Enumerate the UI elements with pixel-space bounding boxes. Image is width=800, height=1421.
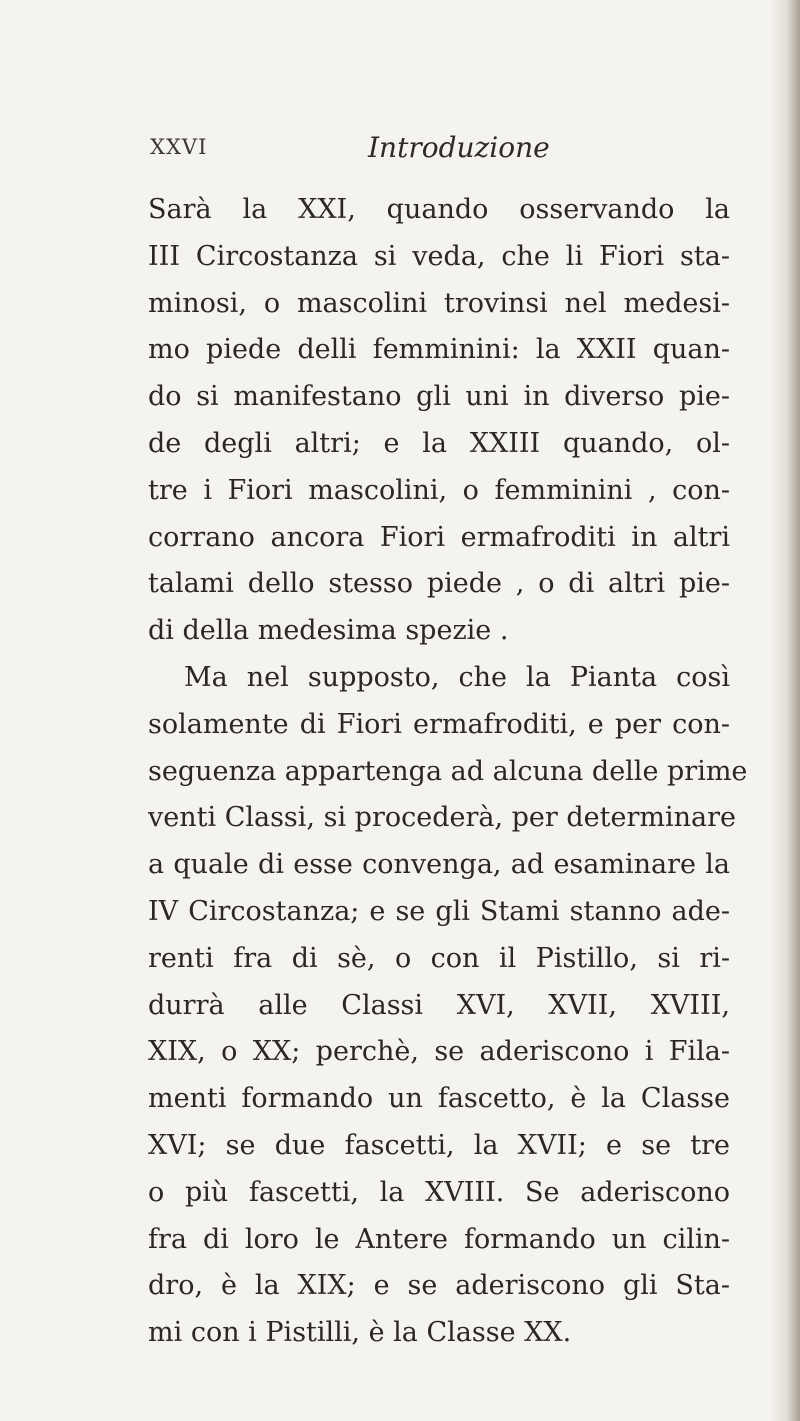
text-line: dro, è la XIX; e se aderiscono gli Sta-: [148, 1270, 730, 1302]
text-line: XVI; se due fascetti, la XVII; e se tre: [148, 1129, 730, 1161]
running-title: Introduzione: [368, 131, 550, 164]
text-line: Sarà la XXI, quando osservando la: [148, 194, 730, 225]
text-line: talami dello stesso piede , o di altri pie-: [148, 568, 730, 600]
text-line: do si manifestano gli uni in diverso pie-: [148, 381, 730, 413]
text-line: venti Classi, si procederà, per determinare: [148, 802, 737, 834]
text-line: III Circostanza si veda, che li Fiori sta-: [148, 240, 730, 272]
text-line: IV Circostanza; e se gli Stami stanno ade-: [148, 895, 730, 927]
text-line: mo piede delli femminini: la XXII quan-: [148, 334, 730, 366]
text-line: tre i Fiori mascolini, o femminini , con-: [148, 474, 730, 506]
text-line: de degli altri; e la XXIII quando, ol-: [148, 427, 730, 459]
text-line: mi con i Pistilli, è la Classe XX.: [148, 1317, 572, 1349]
text-line: minosi, o mascolini trovinsi nel medesi-: [148, 287, 730, 319]
text-line: o più fascetti, la XVIII. Se aderiscono: [148, 1176, 730, 1208]
text-line: menti formando un fascetto, è la Classe: [148, 1083, 730, 1115]
page-edge-shadow: [786, 0, 800, 1421]
body-text: [148, 187, 748, 1357]
text-line: a quale di esse convenga, ad esaminare la: [148, 849, 730, 881]
text-line: renti fra di sè, o con il Pistillo, si ri-: [148, 942, 730, 974]
text-line: di della medesima spezie .: [148, 615, 509, 647]
text-line: solamente di Fiori ermafroditi, e per con-: [148, 708, 730, 740]
text-line: XIX, o XX; perchè, se aderiscono i Fila-: [148, 1036, 730, 1068]
paragraph-start-line: Ma nel supposto, che la Pianta così: [184, 661, 730, 693]
text-line: fra di loro le Antere formando un cilin-: [148, 1223, 730, 1255]
text-line: corrano ancora Fiori ermafroditi in altri: [148, 521, 730, 553]
text-line: durrà alle Classi XVI, XVII, XVIII,: [148, 989, 730, 1021]
text-line: seguenza appartenga ad alcuna delle prime: [148, 755, 748, 787]
running-head: [150, 131, 710, 171]
page-number: XXVI: [150, 135, 208, 159]
